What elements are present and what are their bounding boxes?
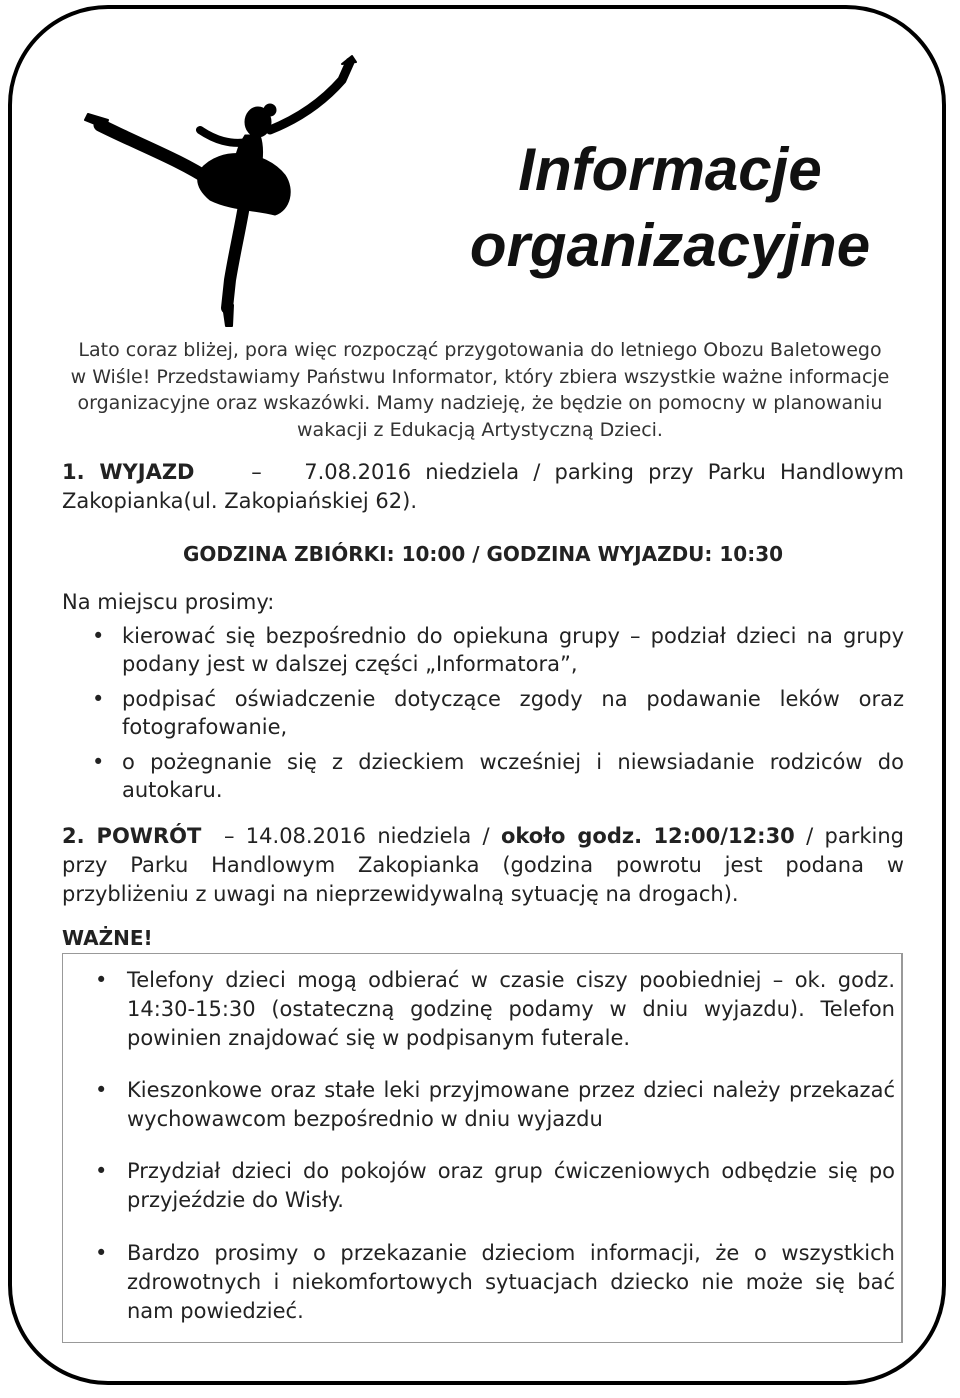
list-item-text: Telefony dzieci mogą odbierać w czasie ciszy poobiedniej – ok. godz. 14:30-15:30 (ostateczną godzinę podamy w dniu wyjazdu). Telefon powinien znajdować się w podpisanym futerale.	[127, 968, 895, 1050]
intro-paragraph: Lato coraz bliżej, pora więc rozpocząć przygotowania do letniego Obozu Baletowego w Wiśle! Przedstawiamy Państwu Informator, który zbiera wszystkie ważne informacje organizacyjne oraz wskazówki. Mamy nadzieję, że będzie on pomocny w planowaniu wakacji z Edukacją Artystyczną Dzieci.	[70, 339, 890, 441]
list-item-text: o pożegnanie się z dzieckiem wcześniej i niewsiadanie rodziców do autokaru.	[122, 750, 904, 802]
ask-label: Na miejscu prosimy:	[62, 590, 275, 614]
list-item	[63, 1076, 895, 1134]
bullet-icon: •	[92, 687, 105, 711]
return-time: 12:00/12:30	[653, 824, 795, 848]
list-item	[62, 685, 904, 741]
return-dash: –	[223, 824, 235, 848]
important-label: WAŻNE!	[62, 926, 153, 950]
departure-section	[62, 458, 904, 516]
gathering-time: GODZINA ZBIÓRKI: 10:00 / GODZINA WYJAZDU: 10:30	[182, 542, 784, 566]
list-item	[63, 1157, 895, 1215]
list-item	[63, 966, 895, 1053]
title-line-1: Informacje	[518, 136, 822, 203]
title-line-2: organizacyjne	[469, 212, 871, 279]
return-heading: 2. POWRÓT	[62, 824, 202, 848]
return-date: 14.08.2016 niedziela /	[245, 824, 490, 848]
page-title	[400, 132, 940, 284]
ballerina-silhouette-icon	[80, 50, 370, 330]
bullet-icon: •	[95, 1241, 108, 1265]
bullet-icon: •	[92, 624, 105, 648]
return-details: / parking przy Parku Handlowym Zakopianka (godzina powrotu jest podana w przybliżeniu z uwagi na nieprzewidywalną sytuację na drogach).	[62, 824, 905, 906]
bullet-icon: •	[95, 1159, 108, 1183]
list-item-text: Bardzo prosimy o przekazanie dzieciom informacji, że o wszystkich zdrowotnych i niekomfortowych sytuacjach dziecko nie może się bać nam powiedzieć.	[127, 1241, 895, 1323]
departure-address: Zakopianka(ul. Zakopiańskiej 62).	[62, 489, 418, 513]
list-item-text: kierować się bezpośrednio do opiekuna grupy – podział dzieci na grupy podany jest w dalszej części „Informatora”,	[122, 624, 904, 676]
list-item-text: Przydział dzieci do pokojów oraz grup ćwiczeniowych odbędzie się po przyjeździe do Wisły.	[127, 1159, 895, 1212]
bullet-icon: •	[95, 968, 108, 992]
departure-dash: –	[251, 460, 262, 484]
list-item-text: podpisać oświadczenie dotyczące zgody na podawanie leków oraz fotografowanie,	[122, 687, 904, 739]
list-item	[62, 622, 904, 678]
departure-instructions	[62, 622, 904, 811]
list-item-text: Kieszonkowe oraz stałe leki przyjmowane przez dzieci należy przekazać wychowawcom bezpośrednio w dniu wyjazdu	[127, 1078, 895, 1131]
departure-heading: 1. WYJAZD	[62, 460, 195, 484]
departure-details: 7.08.2016 niedziela / parking przy Parku Handlowym	[304, 460, 905, 484]
list-item	[63, 1239, 895, 1326]
return-approx: około godz.	[500, 824, 643, 848]
departure-line-1	[62, 458, 904, 487]
return-section	[62, 822, 904, 909]
important-box	[62, 953, 903, 1343]
list-item	[62, 748, 904, 804]
bullet-icon: •	[95, 1078, 108, 1102]
bullet-icon: •	[92, 750, 105, 774]
